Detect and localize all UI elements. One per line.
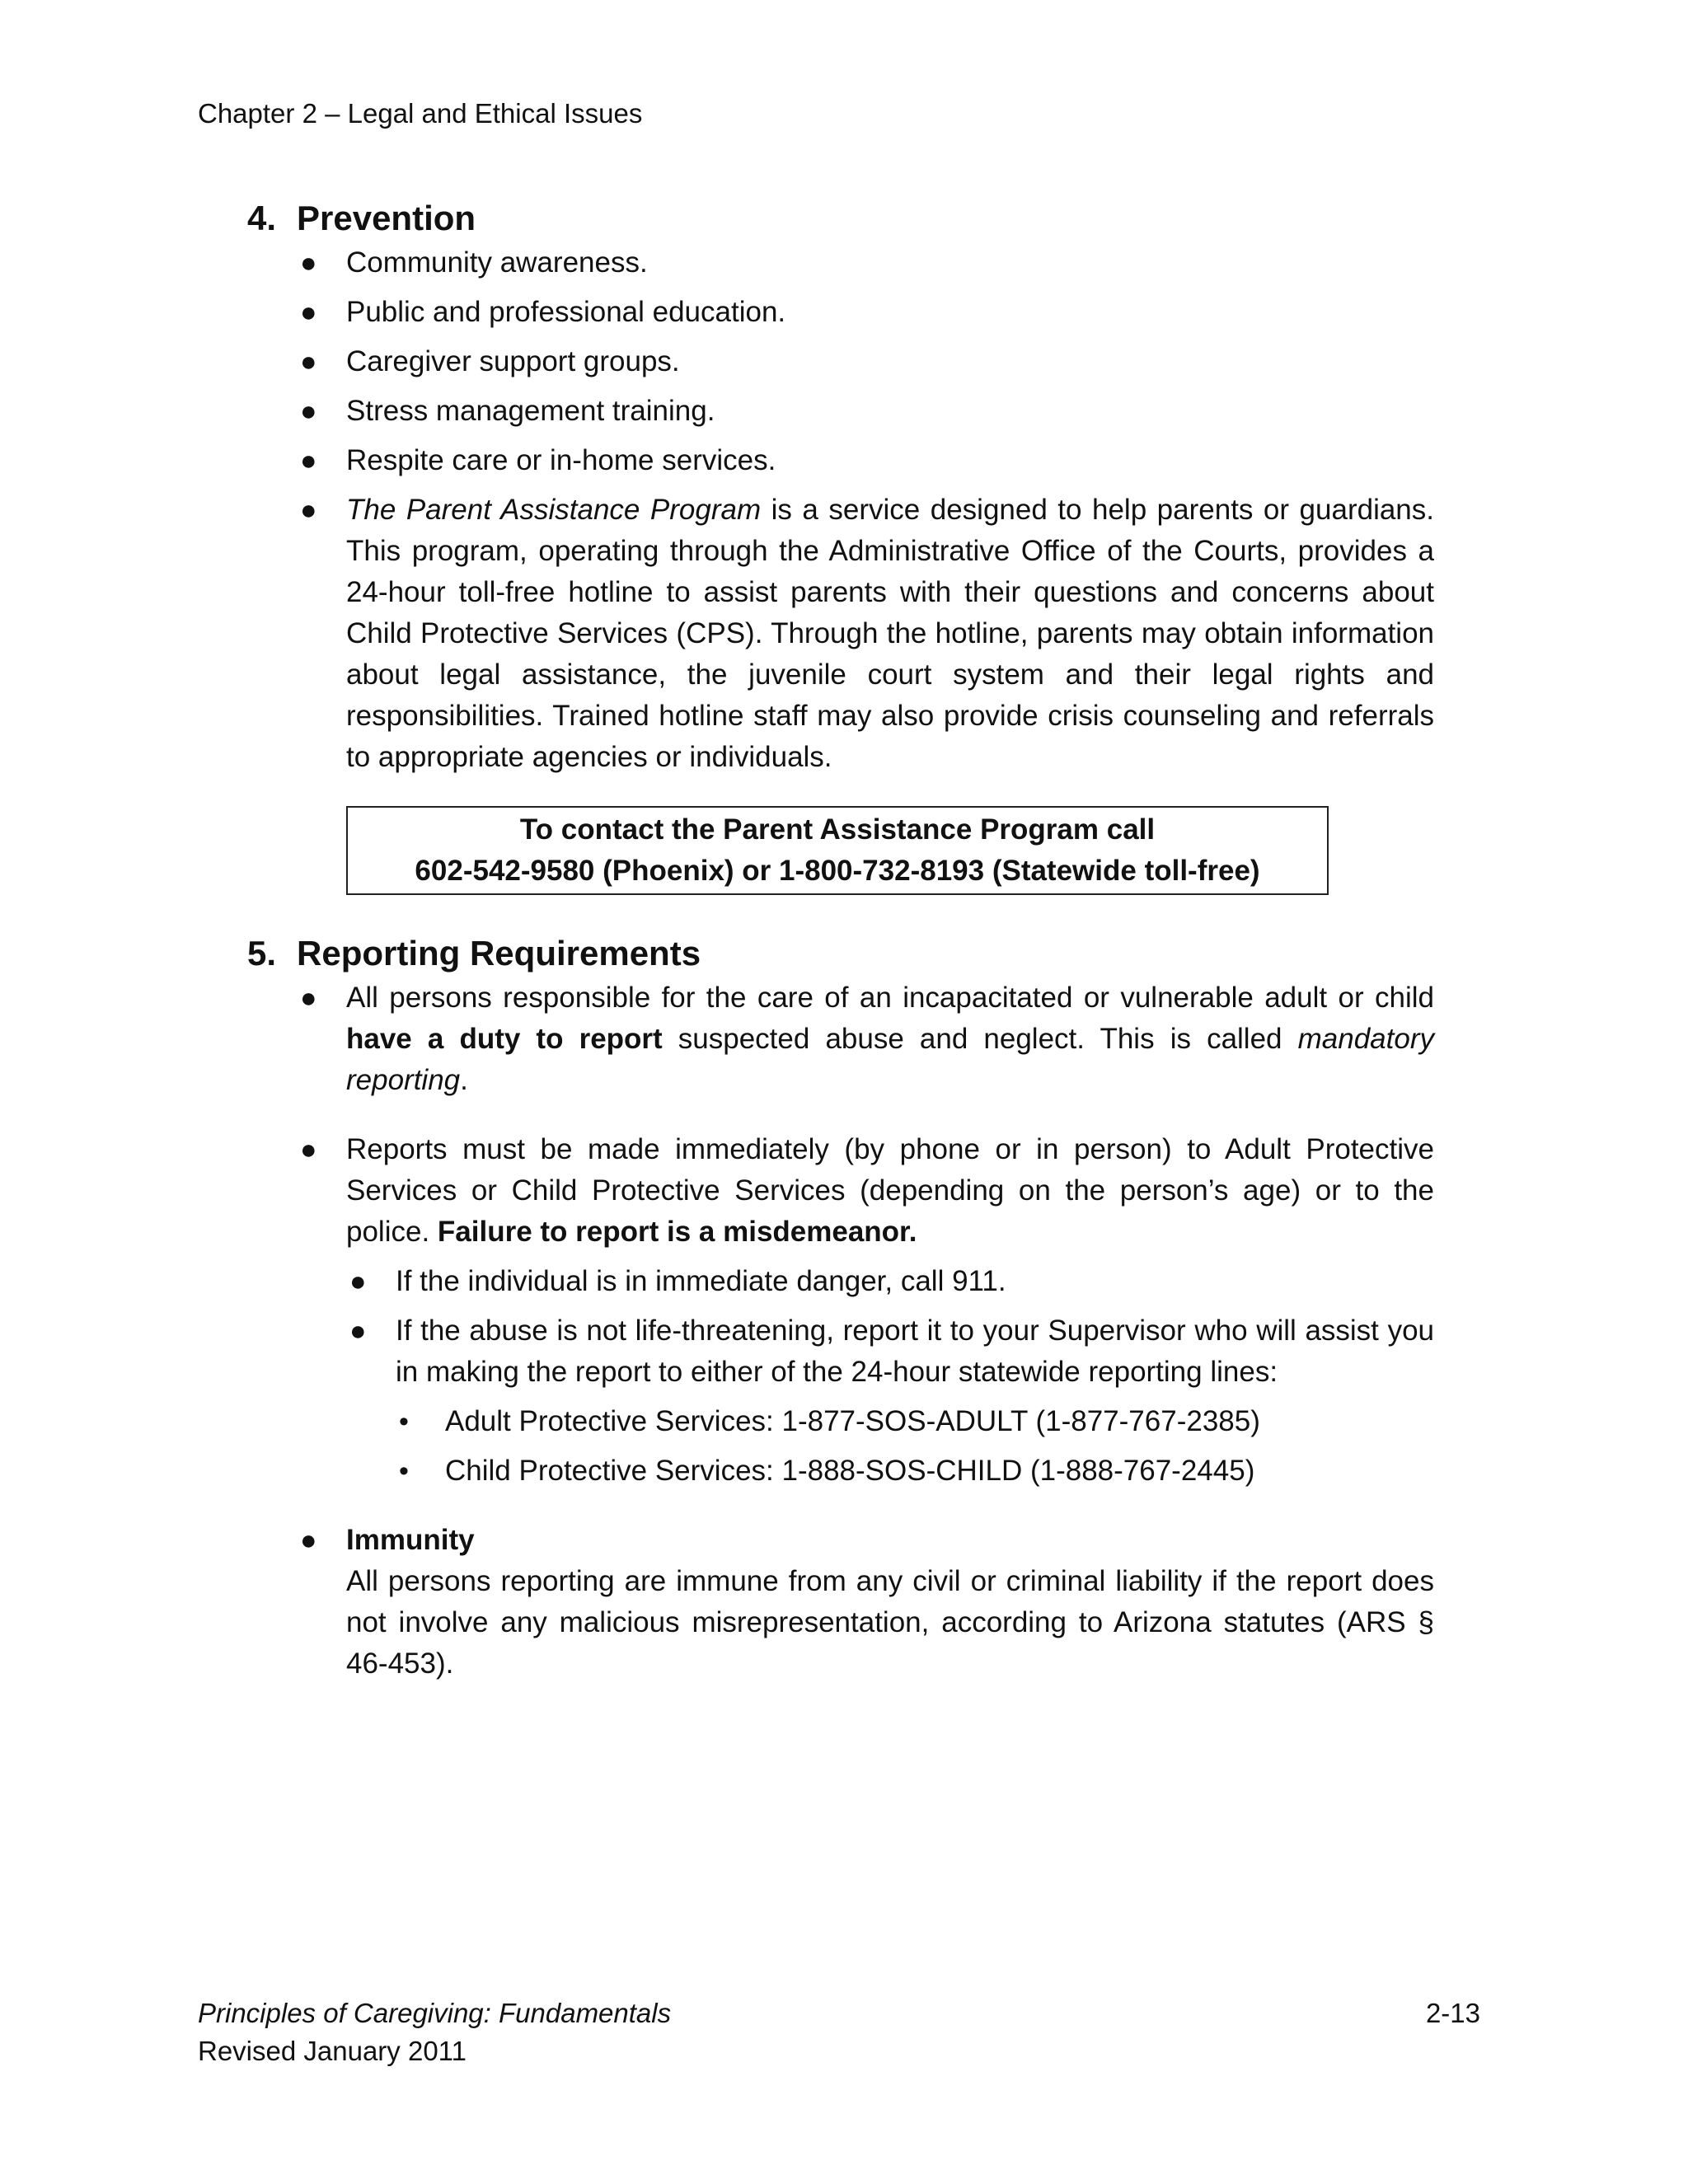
section-number: 5. — [247, 934, 277, 972]
bullet-icon: ● — [300, 494, 317, 527]
contact-callout-box — [346, 806, 1329, 895]
section-title: Reporting Requirements — [297, 934, 701, 972]
section-heading-reporting — [247, 933, 1484, 974]
list-item-parent-assistance — [297, 490, 1434, 778]
immunity-title: Immunity — [346, 1524, 475, 1557]
mandatory-reporting-term: mandatory reporting — [346, 1023, 1434, 1097]
list-item: ● Respite care or in-home services. — [297, 440, 1434, 481]
reports-sub-list — [346, 1261, 1434, 1492]
program-description: is a service designed to help parents or guardians. This program, operating through the Administrative Office of the Courts, provides a 24-hour toll-free hotline to assist parents with their questions and concerns about Child Protective Services (CPS). Through the hotline, parents may obtain information about legal assistance, the juvenile court system and their legal rights and responsibilities. Trained hotline staff may also provide crisis counseling and referrals to appropriate agencies or individuals. — [346, 494, 1434, 774]
bullet-icon: ● — [300, 297, 317, 329]
bullet-icon: ● — [300, 1525, 317, 1557]
bullet-icon: ● — [349, 1266, 367, 1298]
section-title: Prevention — [297, 199, 476, 237]
program-name: The Parent Assistance Program — [346, 494, 762, 527]
bullet-icon: ● — [300, 445, 317, 477]
section-prevention — [247, 198, 1484, 778]
list-item: ● Community awareness. — [297, 242, 1434, 284]
section-reporting — [247, 933, 1484, 1685]
bullet-icon: ● — [300, 396, 317, 428]
bullet-icon: ● — [300, 346, 317, 378]
bullet-icon: ● — [300, 982, 317, 1015]
callout-line-2: 602-542-9580 (Phoenix) or 1-800-732-8193 (Statewide toll-free) — [415, 855, 1260, 887]
list-item: ● If the abuse is not life-threatening, report it to your Supervisor who will assist you in making the report to either of the 24-hour statewide reporting lines: • Adult Protective Services: 1-877-SOS-ADULT (1-877-767-2385) • Child Protective Services: 1-888-SOS-CHILD (1-888-767-2445) — [346, 1310, 1434, 1492]
bullet-icon: ● — [300, 1134, 317, 1166]
section-number: 4. — [247, 199, 277, 237]
page-number: 2-13 — [1425, 1998, 1480, 2028]
list-item: ● Caregiver support groups. — [297, 341, 1434, 382]
prevention-list — [297, 242, 1434, 778]
bullet-icon: ● — [349, 1315, 367, 1347]
list-item-adult-protective: • Adult Protective Services: 1-877-SOS-ADULT (1-877-767-2385) — [396, 1401, 1434, 1442]
book-title: Principles of Caregiving: Fundamentals — [198, 1998, 672, 2028]
revision-date: Revised January 2011 — [198, 2036, 467, 2066]
section-heading-prevention — [247, 198, 1484, 239]
list-item: ● If the individual is in immediate danger, call 911. — [346, 1261, 1434, 1302]
list-item-duty: ● All persons responsible for the care of an incapacitated or vulnerable adult or child have a duty to report suspected abuse and neglect. This is called mandatory reporting. — [297, 977, 1434, 1101]
immunity-text: All persons reporting are immune from any civil or criminal liability if the report does not involve any malicious misrepresentation, according to Arizona statutes (ARS § 46-453). — [346, 1565, 1434, 1680]
duty-emphasis: have a duty to report — [346, 1023, 663, 1056]
callout-line-1: To contact the Parent Assistance Program call — [519, 813, 1156, 846]
list-item-child-protective: • Child Protective Services: 1-888-SOS-CHILD (1-888-767-2445) — [396, 1451, 1434, 1492]
reporting-list — [297, 977, 1434, 1685]
bullet-icon: ● — [300, 247, 317, 279]
chapter-header: Chapter 2 – Legal and Ethical Issues — [198, 98, 643, 129]
list-item-reports: ● Reports must be made immediately (by phone or in person) to Adult Protective Services or Child Protective Services (depending on the person’s age) or to the police. Failure to report is a misdemeanor. ● If the individual is in immediate danger, call 911. ● If the abuse is not life-threatening, report it to your Supervisor who will assist you in making the report to either of the 24-hour statewide reporting lines: • Adult Protective Services: 1-877-SOS-ADULT (1-877-767-2385) • Child Protective Services: 1-888-SOS-CHILD (1-888-767-2445) — [297, 1129, 1434, 1492]
bullet-icon: • — [399, 1455, 409, 1488]
list-item-immunity — [297, 1520, 1434, 1685]
reporting-lines-list — [396, 1401, 1434, 1492]
list-item: ● Stress management training. — [297, 391, 1434, 432]
page-footer — [198, 1994, 671, 2070]
misdemeanor-warning: Failure to report is a misdemeanor. — [437, 1216, 917, 1249]
list-item: ● Public and professional education. — [297, 292, 1434, 333]
bullet-icon: • — [399, 1406, 409, 1438]
